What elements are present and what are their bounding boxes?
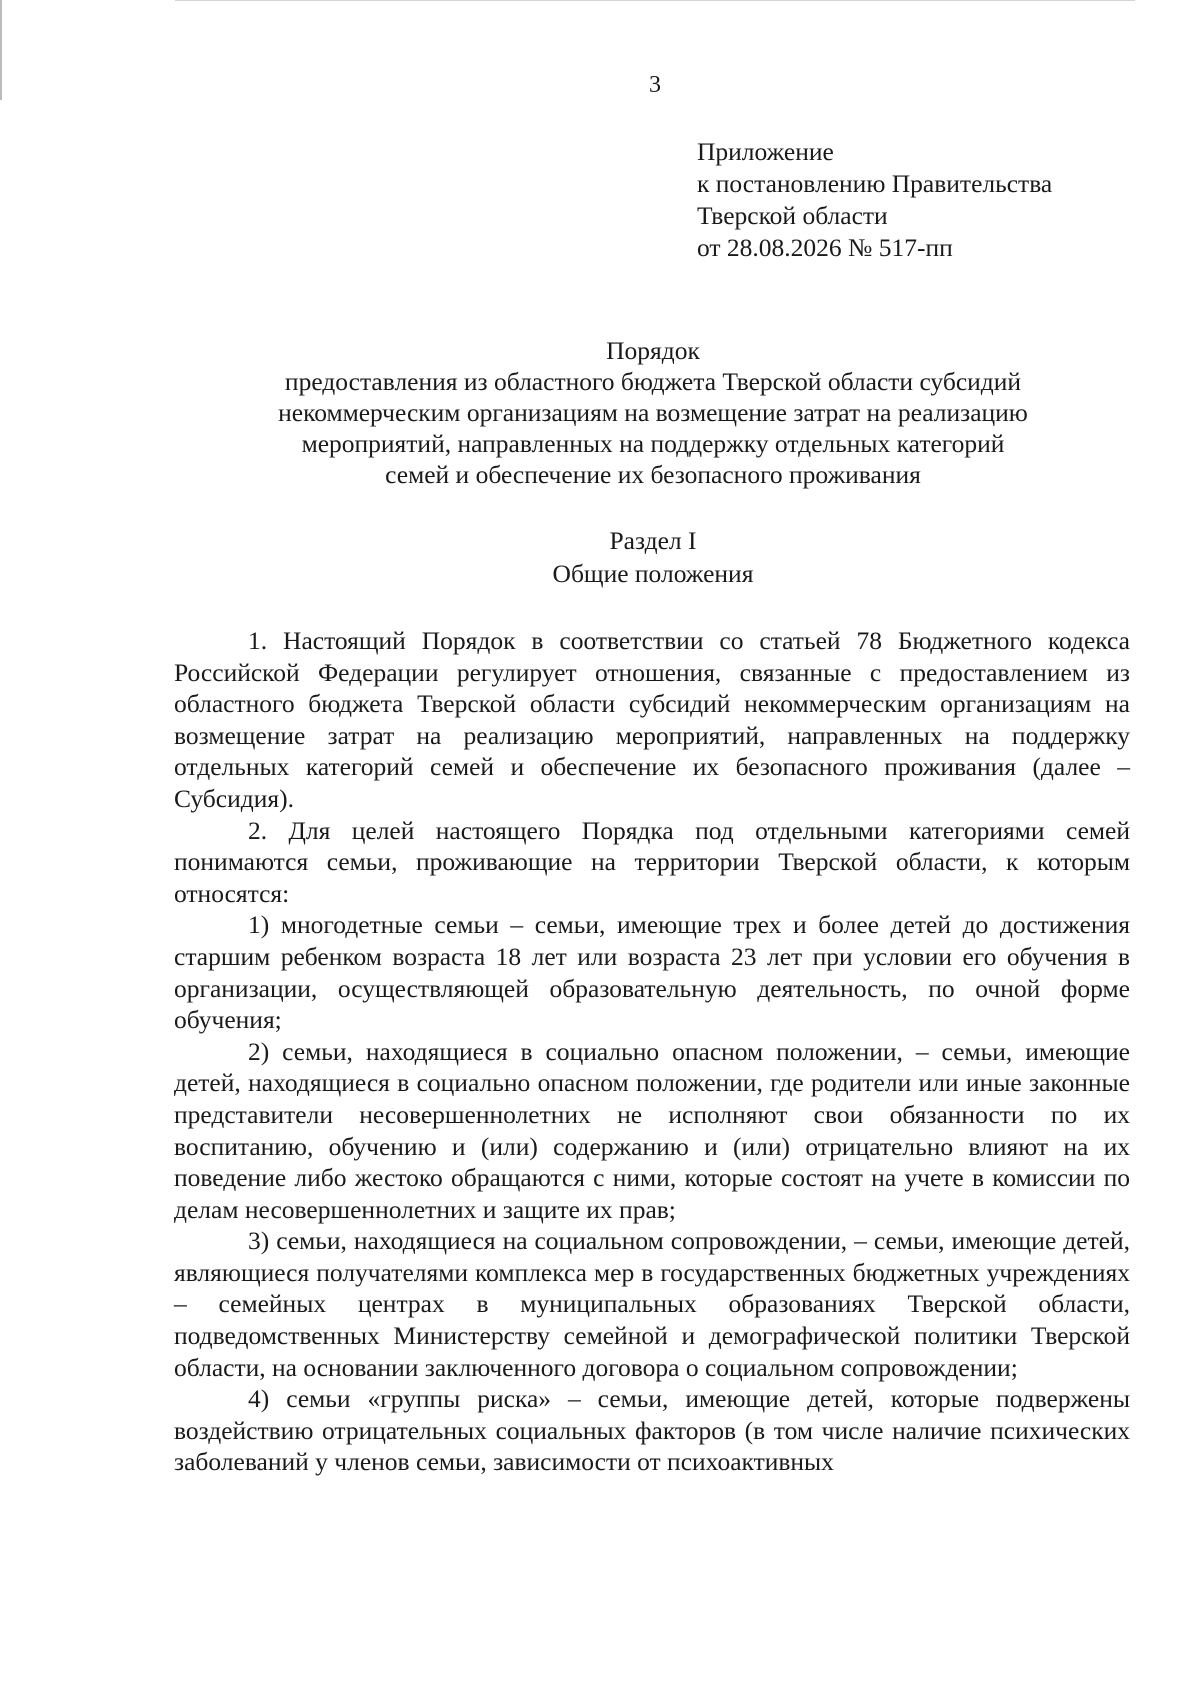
body-text [174,625,1130,1478]
title-line: предоставления из областного бюджета Тверской области субсидий [284,367,1022,396]
appendix-block [697,136,1052,264]
appendix-line: Приложение [697,137,834,166]
paragraph: 2. Для целей настоящего Порядка под отдельными категориями семей понимаются семьи, проживающие на территории Тверской области, к которым относятся: [174,815,1130,908]
page-number: 3 [649,72,661,98]
appendix-line: к постановлению Правительства [697,169,1053,198]
title-line: некоммерческим организациям на возмещение затрат на реализацию [278,398,1028,427]
appendix-line: Тверской области [697,201,888,230]
section-heading [200,524,1106,590]
paragraph: 4) семьи «группы риска» – семьи, имеющие детей, которые подвержены воздействию отрицательных социальных факторов (в том числе наличие психических заболеваний у членов семьи, зависимости от психоактивных [174,1384,1130,1477]
section-number: Раздел I [609,526,697,555]
paragraph: 3) семьи, находящиеся на социальном сопровождении, – семьи, имеющие детей, являющиеся получателями комплекса мер в государственных бюджетных учреждениях – семейных центрах в муниципальных образованиях Тверской области, подведомственных Министерству семейной и демографической политики Тверской области, на основании заключенного договора о социальном сопровождении; [174,1226,1130,1382]
appendix-line: от 28.08.2026 № 517-пп [697,233,953,262]
title-line: семей и обеспечение их безопасного проживания [385,460,921,489]
title-heading: Порядок [606,336,700,365]
scan-edge-top [175,0,1135,1]
section-name: Общие положения [552,559,754,588]
title-line: мероприятий, направленных на поддержку отдельных категорий [301,429,1005,458]
paragraph: 1) многодетные семьи – семьи, имеющие трех и более детей до достижения старшим ребенком возраста 18 лет или возраста 23 лет при условии его обучения в организации, осуществляющей образовательную деятельность, по очной форме обучения; [174,910,1130,1035]
paragraph: 1. Настоящий Порядок в соответствии со статьей 78 Бюджетного кодекса Российской Федерации регулирует отношения, связанные с предоставлением из областного бюджета Тверской области субсидий некоммерческим организациям на возмещение затрат на реализацию мероприятий, направленных на поддержку отдельных категорий семей и обеспечение их безопасного проживания (далее – Субсидия). [174,626,1130,813]
document-title [200,335,1106,490]
paragraph: 2) семьи, находящиеся в социально опасном положении, – семьи, имеющие детей, находящиеся в социально опасном положении, где родители или иные законные представители несовершеннолетних не исполняют свои обязанности по их воспитанию, обучению и (или) содержанию и (или) отрицательно влияют на их поведение либо жестоко обращаются с ними, которые состоят на учете в комиссии по делам несовершеннолетних и защите их прав; [174,1036,1130,1224]
